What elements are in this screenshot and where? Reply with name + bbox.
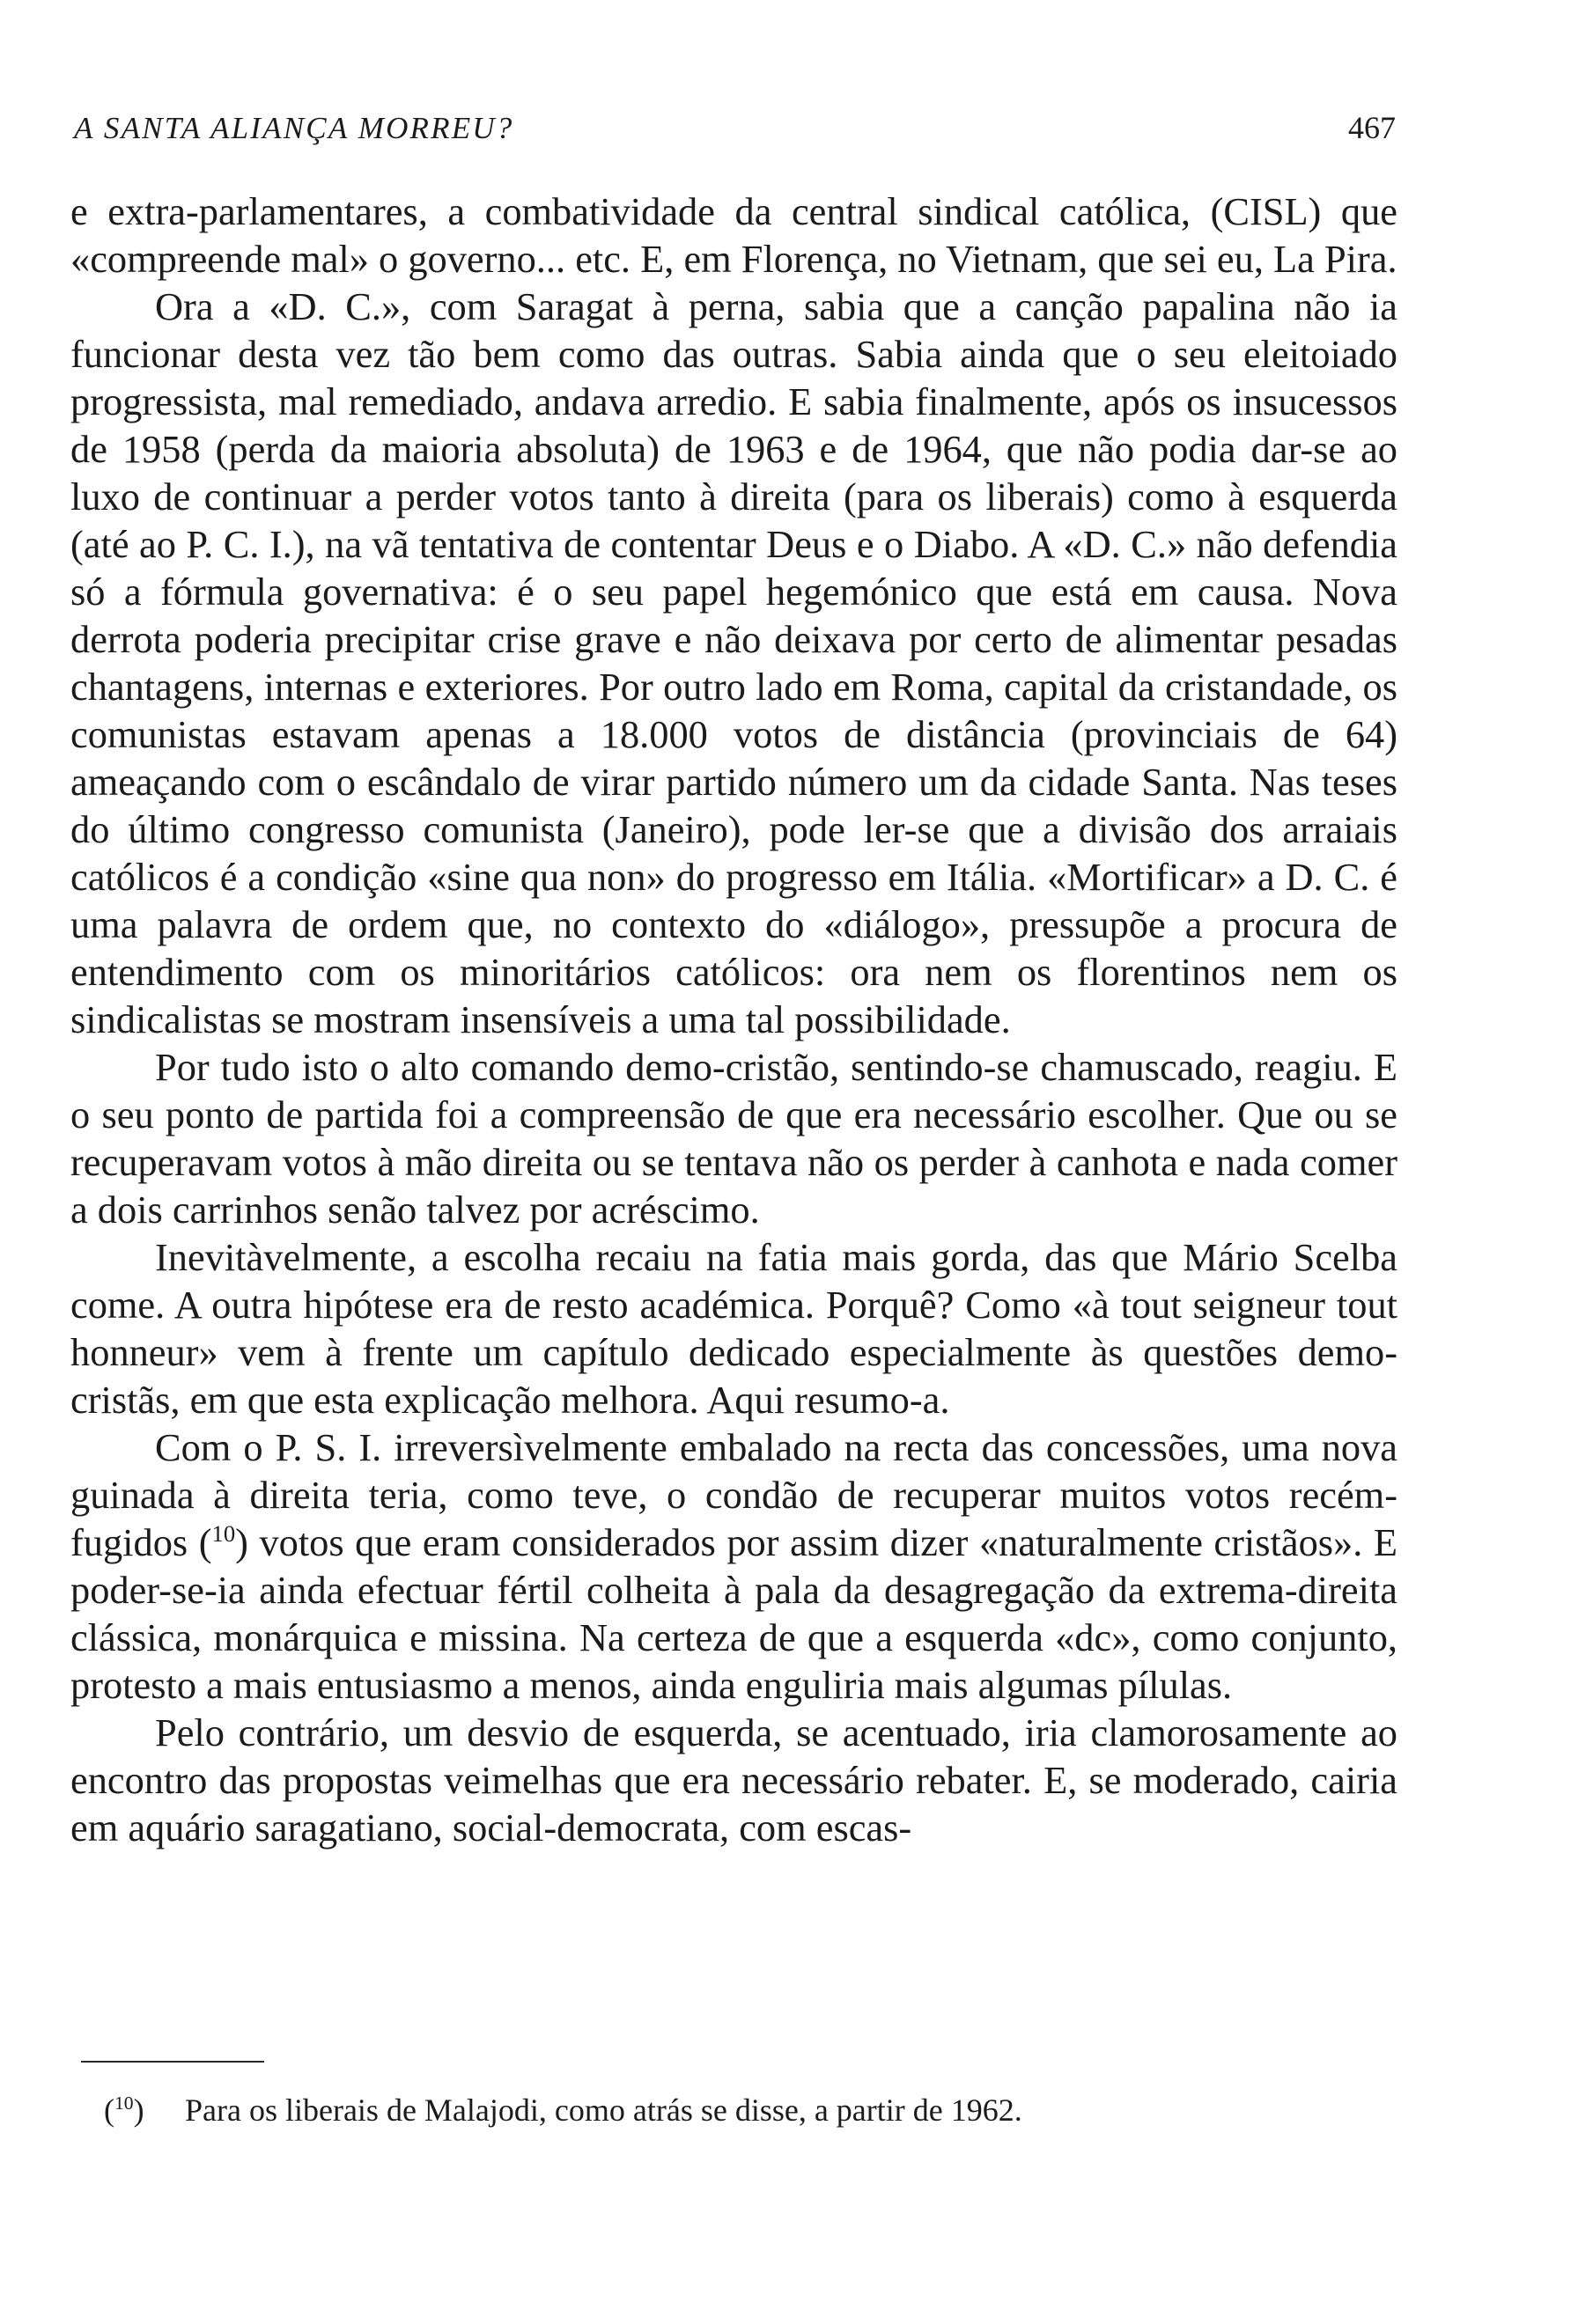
running-head [74,109,1396,155]
body-text [70,188,1397,1851]
paragraph: Ora a «D. C.», com Saragat à perna, sabia que a canção papalina não ia funcionar desta vez tão bem como das outras. Sabia ainda que o seu eleitoiado progressista, mal remediado, andava arredio. E sabia finalmente, após os insucessos de 1958 (perda da maioria absoluta) de 1963 e de 1964, que não podia dar-se ao luxo de continuar a perder votos tanto à direita (para os liberais) como à esquerda (até ao P. C. I.), na vã tentativa de contentar Deus e o Diabo. A «D. C.» não defendia só a fórmula governativa: é o seu papel hegemónico que está em causa. Nova derrota poderia precipitar crise grave e não deixava por certo de alimentar pesadas chantagens, internas e exteriores. Por outro lado em Roma, capital da cristandade, os comunistas estavam apenas a 18.000 votos de distância (provinciais de 64) ameaçando com o escândalo de virar partido número um da cidade Santa. Nas teses do último congresso comunista (Janeiro), pode ler-se que a divisão dos arraiais católicos é a condição «sine qua non» do progresso em Itália. «Mortificar» a D. C. é uma palavra de ordem que, no contexto do «diálogo», pressupõe a procura de entendimento com os minoritários católicos: ora nem os florentinos nem os sindicalistas se mostram insensíveis a uma tal possibilidade. [70,284,1397,1041]
page-number: 467 [1348,110,1396,145]
footnote-marker: ($^{10}$) [104,2092,144,2128]
paragraph: e extra-parlamentares, a combatividade da central sindical católica, (CISL) que «compreende mal» o governo... etc. E, em Florença, no Vietnam, que sei eu, La Pira. [70,189,1397,281]
paragraph: Inevitàvelmente, a escolha recaiu na fatia mais gorda, das que Mário Scelba come. A outra hipótese era de resto académica. Porquê? Como «à tout seigneur tout honneur» vem à frente um capítulo dedicado especialmente às questões demo-cristãs, em que esta explicação melhora. Aqui resumo-a. [70,1235,1397,1422]
footnote [104,2091,1022,2129]
paragraph: Pelo contrário, um desvio de esquerda, se acentuado, iria clamorosamente ao encontro das propostas veimelhas que era necessário rebater. E, se moderado, cairia em aquário saragatiano, social-democrata, com escas- [70,1710,1397,1850]
paragraph: Por tudo isto o alto comando demo-cristão, sentindo-se chamuscado, reagiu. E o seu ponto de partida foi a compreensão de que era necessário escolher. Que ou se recuperavam votos à mão direita ou se tentava não os perder à canhota e nada comer a dois carrinhos senão talvez por acréscimo. [70,1045,1397,1232]
running-title: A SANTA ALIANÇA MORREU? [74,111,514,145]
footnote-reference: 10 [211,1520,236,1548]
paragraph: Com o P. S. I. irreversìvelmente embalado na recta das concessões, uma nova guinada à direita teria, como teve, o condão de recuperar muitos votos recém-fugidos ($^{10}$) votos que eram considerados por assim dizer «naturalmente cristãos». E poder-se-ia ainda efectuar fértil colheita à pala da desagregação da extrema-direita clássica, monárquica e missina. Na certeza de que a esquerda «dc», como conjunto, protesto a mais entusiasmo a menos, ainda enguliria mais algumas pílulas. [70,1425,1397,1707]
footnote-divider [81,2061,264,2063]
footnote-text: Para os liberais de Malajodi, como atrás se disse, a partir de 1962. [185,2092,1022,2128]
